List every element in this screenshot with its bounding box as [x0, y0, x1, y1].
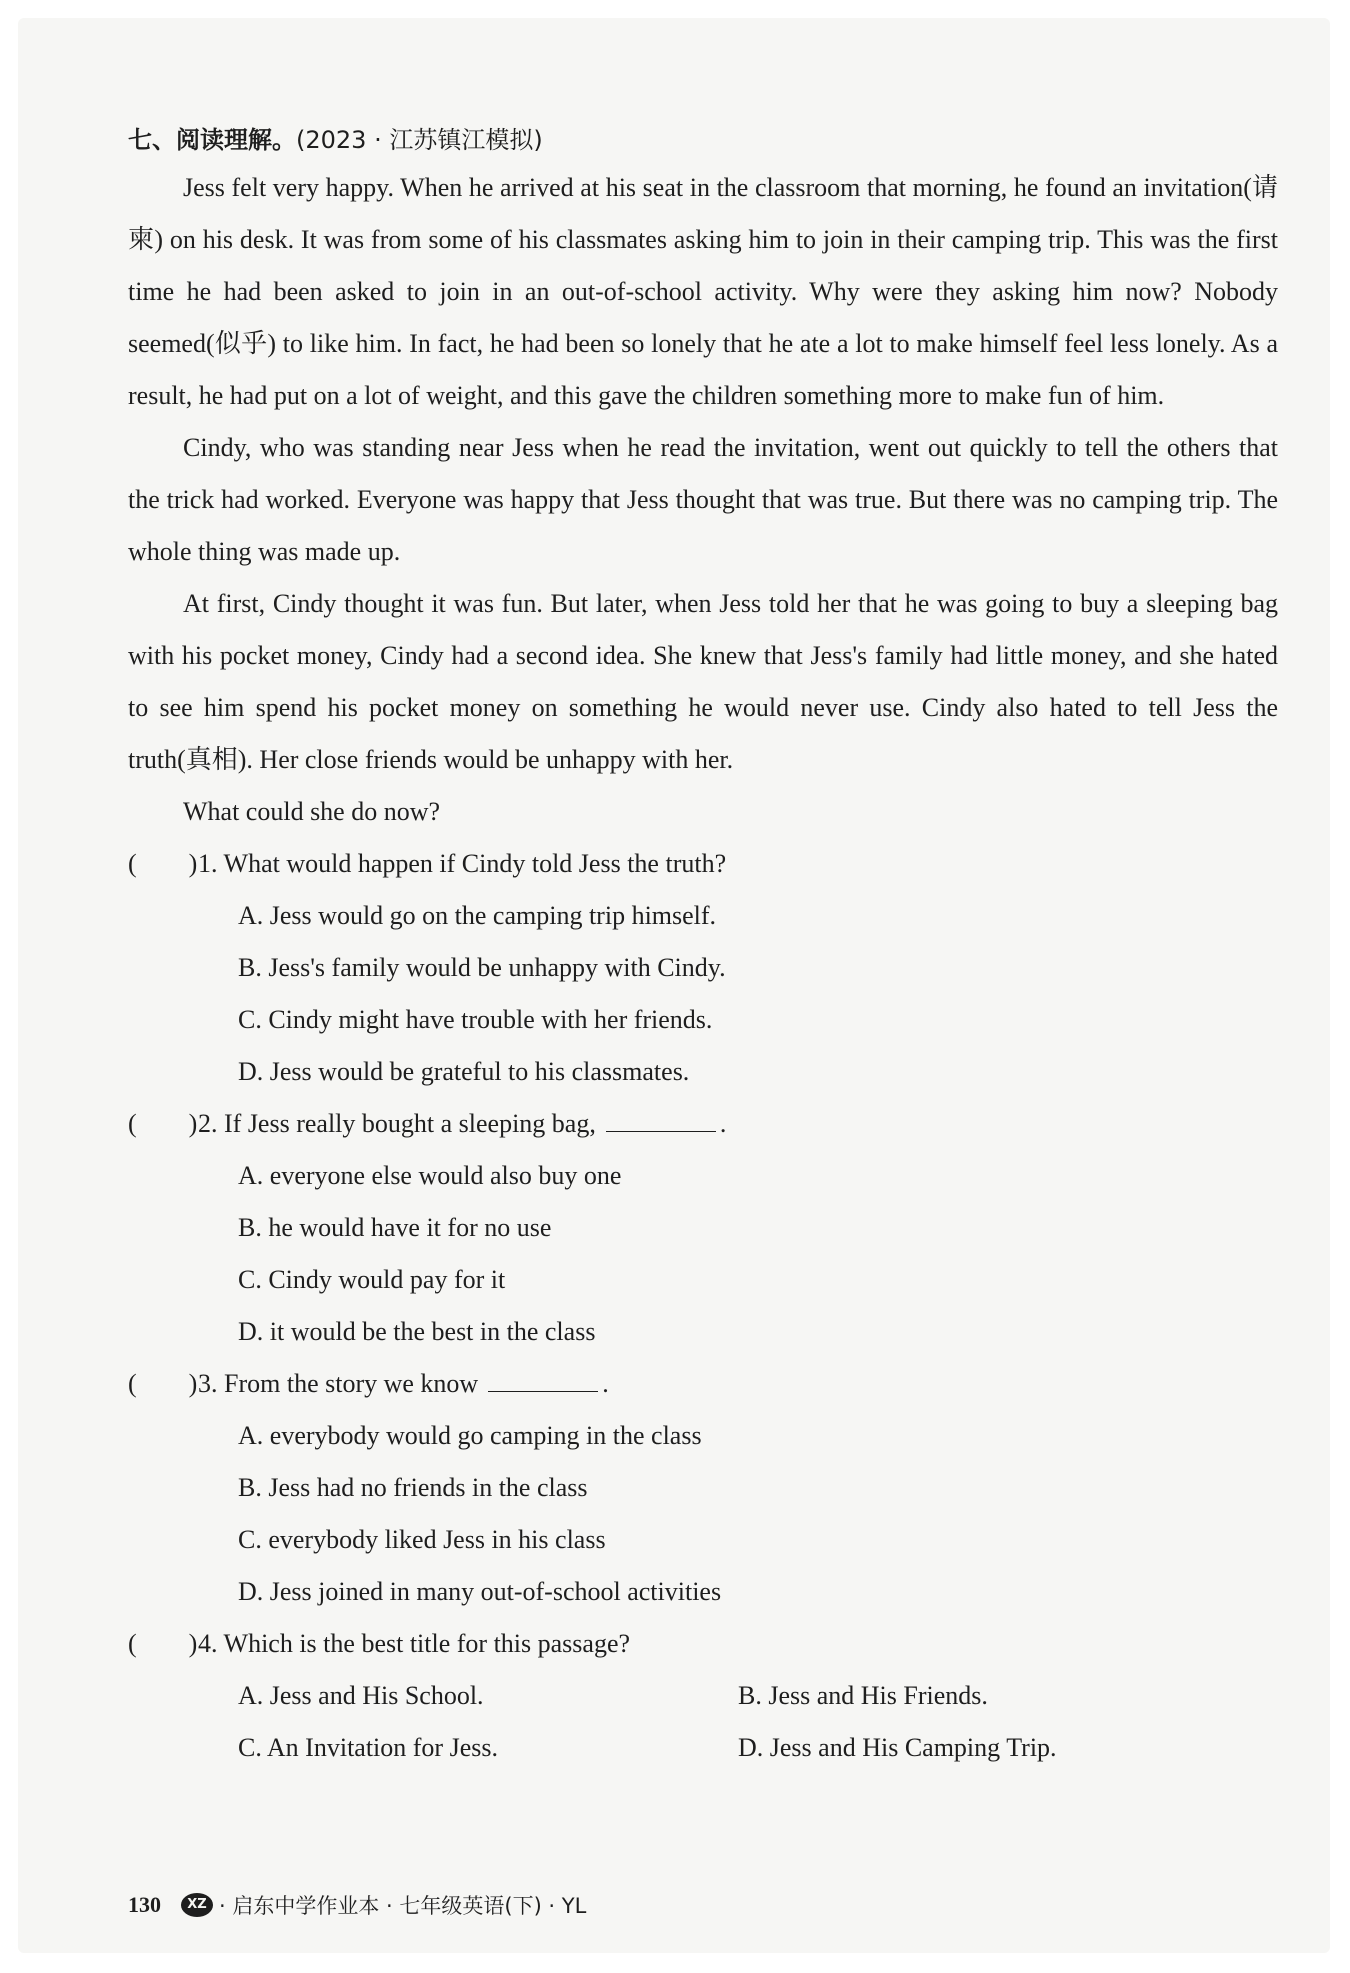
page-footer — [128, 1890, 586, 1920]
option-d: D. Jess joined in many out-of-school activities — [238, 1577, 722, 1606]
answer-bracket[interactable]: ( ) — [128, 1369, 198, 1398]
section-heading — [128, 118, 1278, 162]
question-stem: 2. If Jess really bought a sleeping bag, — [198, 1109, 596, 1138]
question-3 — [128, 1358, 1278, 1618]
answer-bracket[interactable]: ( ) — [128, 1629, 198, 1658]
passage-paragraph-3: At first, Cindy thought it was fun. But later, when Jess told her that he was going to buy a sleeping bag with his pocket money, Cindy had a second idea. She knew that Jess's family had little money, and she hated to see him spend his pocket money on something he would never use. Cindy also hated to tell Jess the truth(真相). Her close friends would be unhappy with her. — [128, 589, 1278, 774]
option-list — [128, 1410, 1278, 1618]
question-stem-end: . — [719, 1109, 727, 1138]
option-d: D. Jess would be grateful to his classmates. — [238, 1057, 690, 1086]
answer-bracket[interactable]: ( ) — [128, 849, 198, 878]
fill-in-blank[interactable] — [488, 1361, 598, 1392]
question-stem-end: . — [602, 1369, 609, 1398]
option-b: B. Jess had no friends in the class — [238, 1473, 588, 1502]
option-list — [128, 890, 1278, 1098]
question-stem: 4. Which is the best title for this passage? — [198, 1629, 631, 1658]
footer-book-title: · 启东中学作业本 · 七年级英语(下) · YL — [219, 1894, 587, 1918]
option-list — [128, 1150, 1278, 1358]
question-1 — [128, 838, 1278, 1098]
page-number: 130 — [128, 1892, 161, 1917]
option-a: A. everyone else would also buy one — [238, 1161, 622, 1190]
option-b: B. Jess's family would be unhappy with Cindy. — [238, 953, 726, 982]
option-list — [128, 1670, 1278, 1774]
option-b: B. Jess and His Friends. — [738, 1681, 988, 1710]
option-d: D. it would be the best in the class — [238, 1317, 596, 1346]
question-2 — [128, 1098, 1278, 1358]
option-c: C. Cindy might have trouble with her friends. — [238, 1005, 713, 1034]
option-a: A. Jess would go on the camping trip himself. — [238, 901, 717, 930]
option-d: D. Jess and His Camping Trip. — [738, 1733, 1057, 1762]
section-title: 七、阅读理解。 — [128, 126, 296, 154]
question-stem: 3. From the story we know — [198, 1369, 479, 1398]
option-a: A. everybody would go camping in the class — [238, 1421, 702, 1450]
option-c: C. everybody liked Jess in his class — [238, 1525, 606, 1554]
passage-paragraph-4: What could she do now? — [183, 797, 441, 826]
question-4 — [128, 1618, 1278, 1774]
answer-bracket[interactable]: ( ) — [128, 1109, 198, 1138]
option-c: C. Cindy would pay for it — [238, 1265, 506, 1294]
workbook-page — [18, 18, 1330, 1953]
publisher-logo-icon: XZ — [181, 1893, 213, 1917]
question-stem: 1. What would happen if Cindy told Jess the truth? — [198, 849, 727, 878]
option-b: B. he would have it for no use — [238, 1213, 552, 1242]
option-a: A. Jess and His School. — [238, 1681, 484, 1710]
section-source: (2023 · 江苏镇江模拟) — [296, 126, 543, 154]
option-c: C. An Invitation for Jess. — [238, 1733, 498, 1762]
fill-in-blank[interactable] — [606, 1101, 716, 1132]
reading-section — [128, 118, 1278, 1774]
passage-paragraph-2: Cindy, who was standing near Jess when he read the invitation, went out quickly to tell the others that the trick had worked. Everyone was happy that Jess thought that was true. But there was no camping trip. The whole thing was made up. — [128, 433, 1278, 566]
passage-paragraph-1: Jess felt very happy. When he arrived at his seat in the classroom that morning, he found an invitation(请柬) on his desk. It was from some of his classmates asking him to join in their camping trip. This was the first time he had been asked to join in an out-of-school activity. Why were they asking him now? Nobody seemed(似乎) to like him. In fact, he had been so lonely that he ate a lot to make himself feel less lonely. As a result, he had put on a lot of weight, and this gave the children something more to make fun of him. — [128, 173, 1278, 410]
reading-passage — [128, 162, 1278, 838]
